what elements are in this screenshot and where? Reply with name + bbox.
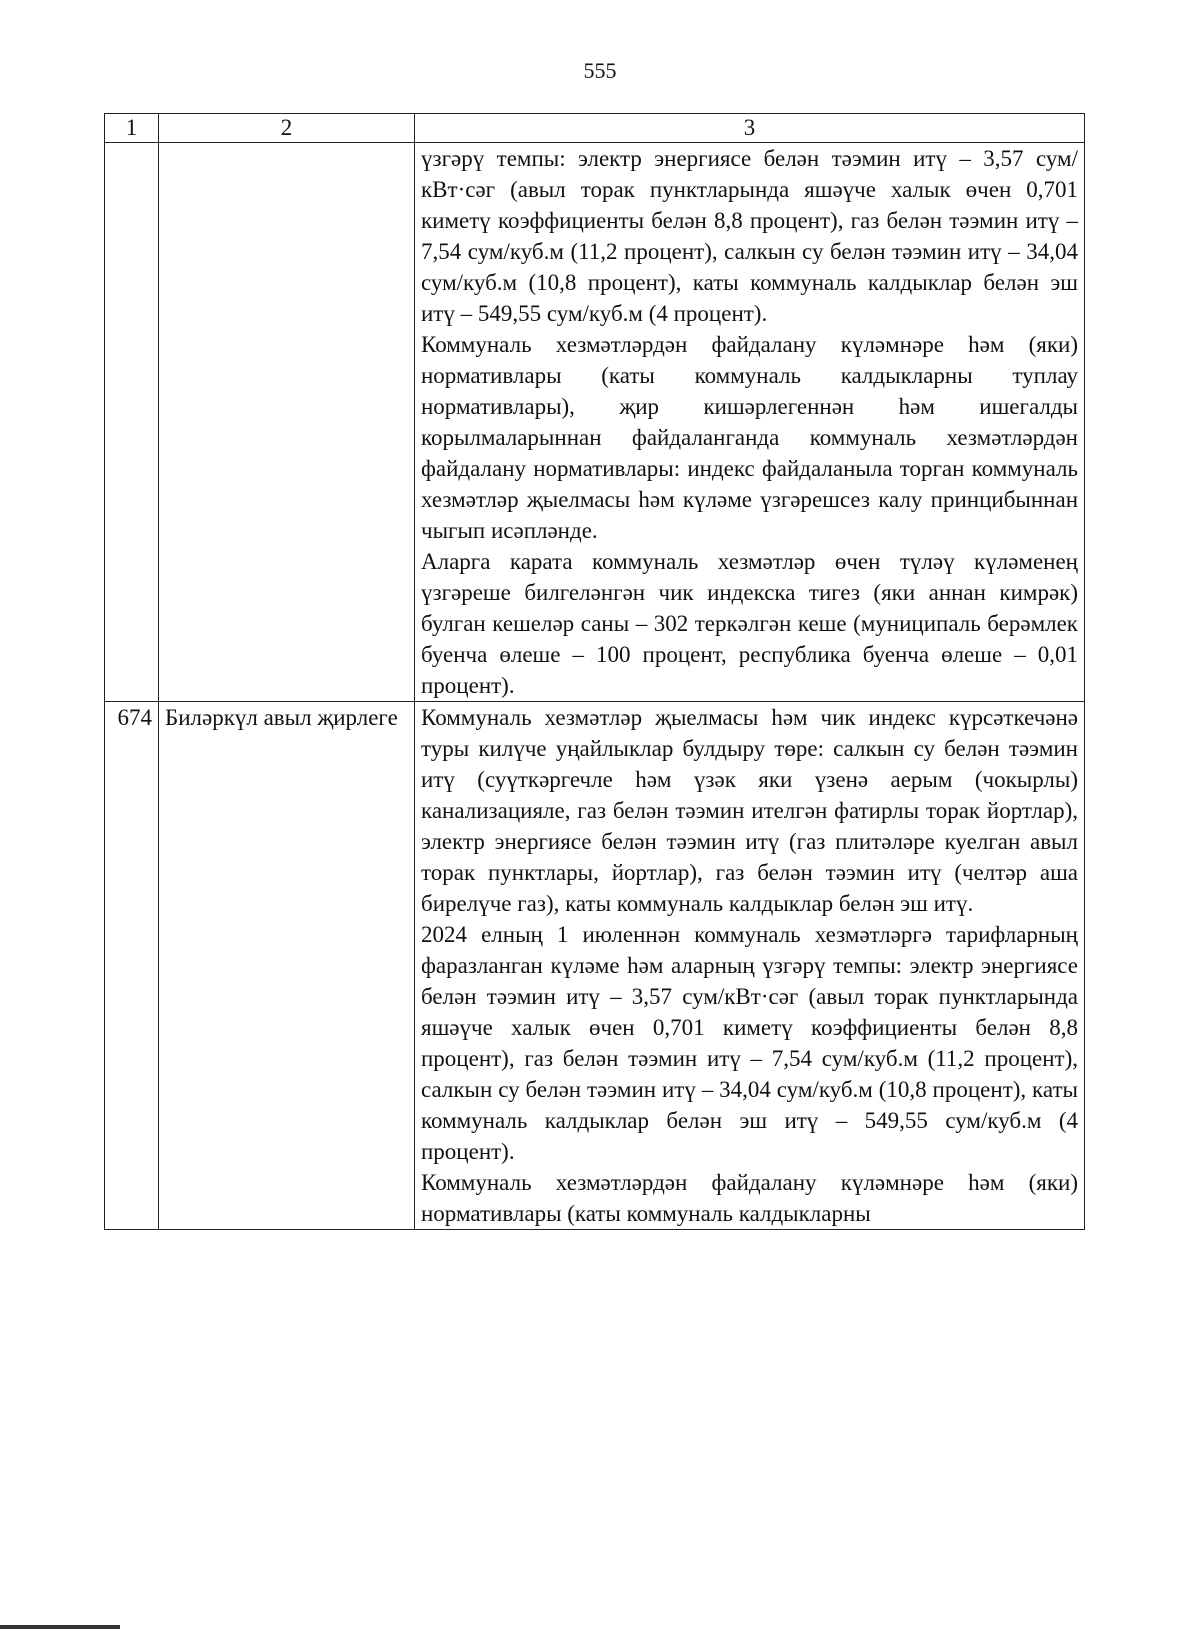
description-paragraph: 2024 елның 1 июленнән коммуналь хезмәтләргә тарифларның фаразланган күләме һәм аларның үзгәрү темпы: электр энергиясе белән тәэмин итү – 3,57 сум/кВт·сәг (авыл торак пунктларында яшәүче халык өчен 0,701 киметү коэффициенты белән 8,8 процент), газ белән тәэмин итү – 7,54 сум/куб.м (11,2 процент), салкын су белән тәэмин итү – 34,04 сум/куб.м (10,8 процент), каты коммуналь калдыклар белән эш итү – 549,55 сум/куб.м (4 процент). — [421, 922, 1078, 1164]
row-description — [415, 702, 1085, 1230]
description-paragraph: үзгәрү темпы: электр энергиясе белән тәэмин итү – 3,57 сум/кВт·сәг (авыл торак пунктларында яшәүче халык өчен 0,701 киметү коэффициенты белән 8,8 процент), газ белән тәэмин итү – 7,54 сум/куб.м (11,2 процент), салкын су белән тәэмин итү – 34,04 сум/куб.м (10,8 процент), каты коммуналь калдыклар белән эш итү – 549,55 сум/куб.м (4 процент). — [421, 146, 1078, 326]
row-number — [105, 143, 159, 702]
tariff-table — [104, 113, 1085, 1230]
description-paragraph: Коммуналь хезмәтләрдән файдалану күләмнәре һәм (яки) нормативлары (каты коммуналь калдыкларны — [421, 1170, 1078, 1226]
scan-edge-mark — [0, 1625, 120, 1629]
table-row — [105, 143, 1085, 702]
column-header-1: 1 — [105, 114, 159, 143]
settlement-name — [159, 143, 415, 702]
description-paragraph: Аларга карата коммуналь хезмәтләр өчен түләү күләменең үзгәреше билгеләнгән чик индекска тигез (яки аннан кимрәк) булган кешеләр саны – 302 теркәлгән кеше (муниципаль берәмлек буенча өлеше – 100 процент, республика буенча өлеше – 0,01 процент). — [421, 549, 1078, 698]
table-header-row — [105, 114, 1085, 143]
description-paragraph: Коммуналь хезмәтләр җыелмасы һәм чик индекс күрсәткечәнә туры килүче уңайлыклар булдыру төре: салкын су белән тәэмин итү (суүткәргечле һәм үзәк яки үзенә аерым (чокырлы) канализацияле, газ белән тәэмин ителгән фатирлы торак йортлар), электр энергиясе белән тәэмин итү (газ плитәләре куелган авыл торак пунктлары, йортлар), газ белән тәэмин итү (челтәр аша бирелүче газ), каты коммуналь калдыклар белән эш итү. — [421, 705, 1078, 916]
row-description — [415, 143, 1085, 702]
settlement-name: Биләркүл авыл җирлеге — [159, 702, 415, 1230]
column-header-2: 2 — [159, 114, 415, 143]
description-paragraph: Коммуналь хезмәтләрдән файдалану күләмнәре һәм (яки) нормативлары (каты коммуналь калдыкларны туплау нормативлары), җир кишәрлегеннән һәм ишегалды корылмаларыннан файдаланганда коммуналь хезмәтләрдән файдалану нормативлары: индекс файдаланыла торган коммуналь хезмәтләр җыелмасы һәм күләме үзгәрешсез калу принцибыннан чыгып исәпләнде. — [421, 332, 1078, 543]
page-number: 555 — [583, 58, 617, 83]
row-number: 674 — [105, 702, 159, 1230]
table-row — [105, 702, 1085, 1230]
column-header-3: 3 — [415, 114, 1085, 143]
